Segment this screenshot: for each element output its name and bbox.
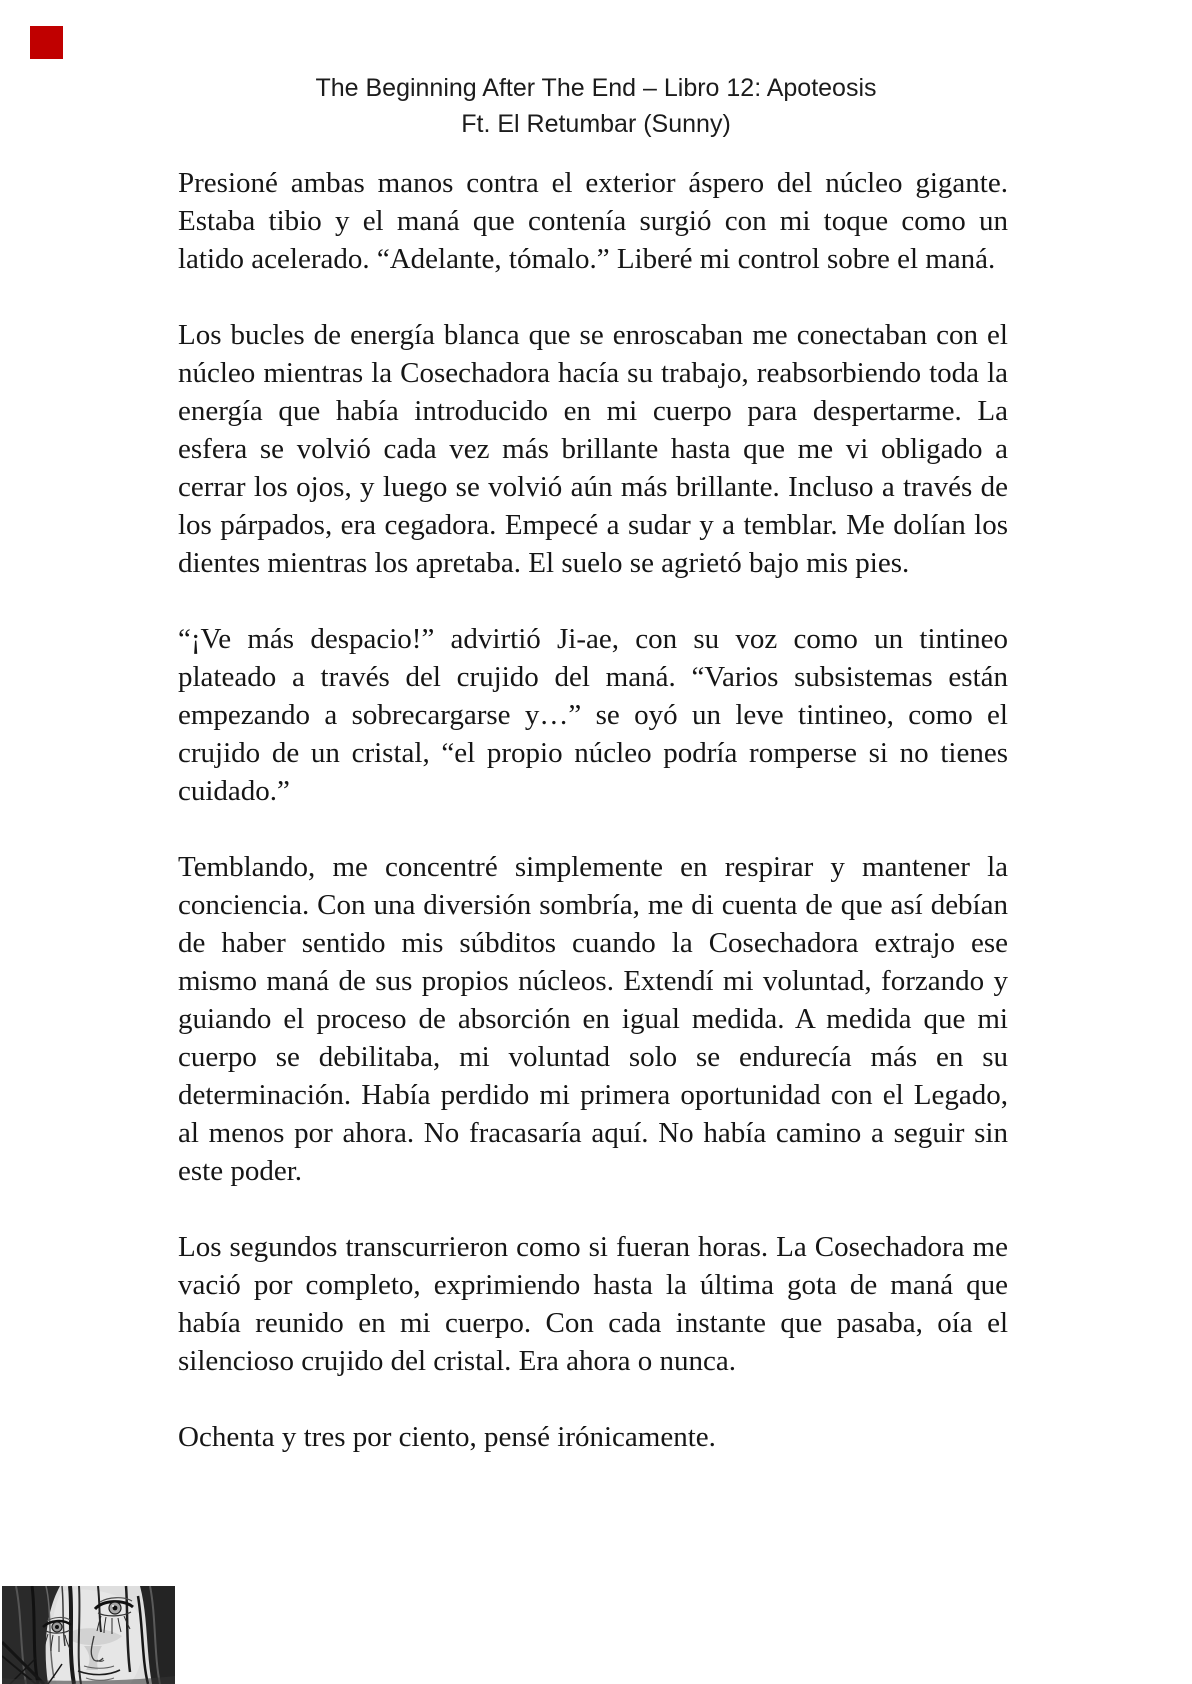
paragraph: Los segundos transcurrieron como si fueran horas. La Cosechadora me vació por completo, exprimiendo hasta la última gota de maná que había reunido en mi cuerpo. Con cada instante que pasaba, oía el silencioso crujido del cristal. Era ahora o nunca.: [178, 1231, 1008, 1377]
document-body: [178, 164, 1008, 1494]
manga-face-illustration: [2, 1586, 175, 1684]
page-title: The Beginning After The End – Libro 12: Apoteosis: [315, 74, 877, 102]
paragraph: “¡Ve más despacio!” advirtió Ji-ae, con su voz como un tintineo plateado a través del crujido del maná. “Varios subsistemas están empezando a sobrecargarse y…” se oyó un leve tintineo, como el crujido de un cristal, “el propio núcleo podría romperse si no tienes cuidado.”: [178, 623, 1008, 807]
red-square-marker: [30, 26, 63, 59]
paragraph: Ochenta y tres por ciento, pensé irónicamente.: [178, 1421, 716, 1453]
paragraph: Presioné ambas manos contra el exterior áspero del núcleo gigante. Estaba tibio y el maná que contenía surgió con mi toque como un latido acelerado. “Adelante, tómalo.” Liberé mi control sobre el maná.: [178, 167, 1008, 275]
paragraph: Temblando, me concentré simplemente en respirar y mantener la conciencia. Con una diversión sombría, me di cuenta de que así debían de haber sentido mis súbditos cuando la Cosechadora extrajo ese mismo maná de sus propios núcleos. Extendí mi voluntad, forzando y guiando el proceso de absorción en igual medida. A medida que mi cuerpo se debilitaba, mi voluntad solo se endurecía más en su determinación. Había perdido mi primera oportunidad con el Legado, al menos por ahora. No fracasaría aquí. No había camino a seguir sin este poder.: [178, 851, 1008, 1187]
page-subtitle: Ft. El Retumbar (Sunny): [461, 110, 731, 138]
paragraph: Los bucles de energía blanca que se enroscaban me conectaban con el núcleo mientras la Cosechadora hacía su trabajo, reabsorbiendo toda la energía que había introducido en mi cuerpo para despertarme. La esfera se volvió cada vez más brillante hasta que me vi obligado a cerrar los ojos, y luego se volvió aún más brillante. Incluso a través de los párpados, era cegadora. Empecé a sudar y a temblar. Me dolían los dientes mientras los apretaba. El suelo se agrietó bajo mis pies.: [178, 319, 1008, 579]
document-header: [0, 70, 1192, 142]
